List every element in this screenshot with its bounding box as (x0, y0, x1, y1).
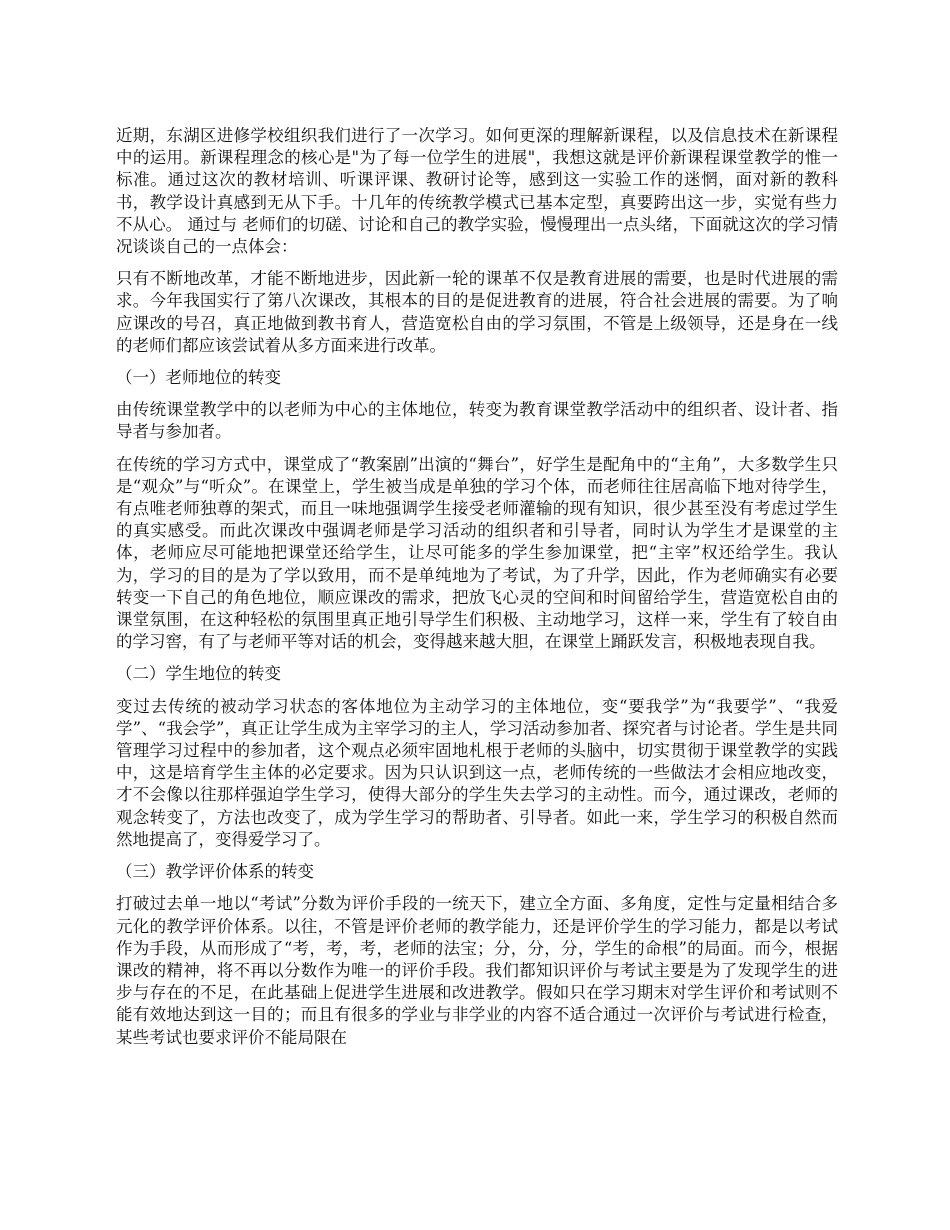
intro-paragraph: 近期，东湖区进修学校组织我们进行了一次学习。如何更深的理解新课程，以及信息技术在新课程中的运用。新课程理念的核心是"为了每一位学生的进展"，我想这就是评价新课程课堂教学的惟一标准。通过这次的教材培训、听课评课、教研讨论等，感到这一实验工作的迷惘，面对新的教科书，教学设计真感到无从下手。十几年的传统教学模式已基本定型，真要跨出这一步，实觉有些力不从心。 通过与 老师们的切磋、讨论和自己的教学实验，慢慢理出一点头绪，下面就这次的学习情况谈谈自己的一点体会： (116, 126, 838, 257)
section-heading-student-role: （二）学生地位的转变 (116, 664, 281, 684)
teacher-role-summary: 由传统课堂教学中的以老师为中心的主体地位，转变为教育课堂教学活动中的组织者、设计者、指导者与参加者。 (116, 400, 838, 442)
document-body (116, 125, 838, 1059)
section-heading-teacher-role: （一）老师地位的转变 (116, 368, 281, 388)
evaluation-paragraph: 打破过去单一地以“考试”分数为评价手段的一统天下，建立全方面、多角度，定性与定量相结合多元化的教学评价体系。以往，不管是评价老师的教学能力，还是评价学生的学习能力，都是以考试作为手段，从而形成了“考，考，考，老师的法宝；分，分，分，学生的命根”的局面。而今，根据课改的精神，将不再以分数作为唯一的评价手段。我们都知识评价与考试主要是为了发现学生的进步与存在的不足，在此基础上促进学生进展和改进教学。假如只在学习期末对学生评价和考试则不能有效地达到这一目的；而且有很多的学业与非学业的内容不适合通过一次评价与考试进行检查，某些考试也要求评价不能局限在 (116, 894, 838, 1047)
section-heading-evaluation: （三）教学评价体系的转变 (116, 862, 314, 882)
teacher-role-paragraph: 在传统的学习方式中，课堂成了“教案剧”出演的“舞台”，好学生是配角中的“主角”，大多数学生只是“观众”与“听众”。在课堂上，学生被当成是单独的学习个体，而老师往往居高临下地对待学生，有点唯老师独尊的架式，而且一味地强调学生接受老师灌输的现有知识，很少甚至没有考虑过学生的真实感受。而此次课改中强调老师是学习活动的组织者和引导者，同时认为学生才是课堂的主体，老师应尽可能地把课堂还给学生，让尽可能多的学生参加课堂，把“主宰”权还给学生。我认为，学习的目的是为了学以致用，而不是单纯地为了考试，为了升学，因此，作为老师确实有必要转变一下自己的角色地位，顺应课改的需求，把放飞心灵的空间和时间留给学生，营造宽松自由的课堂氛围，在这种轻松的氛围里真正地引导学生们积极、主动地学习，这样一来，学生有了较自由的学习窖，有了与老师平等对话的机会，变得越来越大胆，在课堂上踊跃发言，积极地表现自我。 (116, 454, 838, 652)
student-role-paragraph: 变过去传统的被动学习状态的客体地位为主动学习的主体地位，变“要我学”为“我要学”、“我爱学”、“我会学”，真正让学生成为主宰学习的主人，学习活动参加者、探究者与讨论者。学生是共同管理学习过程中的参加者，这个观点必须牢固地札根于老师的头脑中，切实贯彻于课堂教学的实践中，这是培育学生主体的必定要求。因为只认识到这一点，老师传统的一些做法才会相应地改变，才不会像以往那样强迫学生学习，使得大部分的学生失去学习的主动性。而今，通过课改，老师的观念转变了，方法也改变了，成为学生学习的帮助者、引导者。如此一来，学生学习的积极自然而然地提高了，变得爱学习了。 (116, 696, 838, 849)
reform-paragraph: 只有不断地改革，才能不断地进步，因此新一轮的课革不仅是教育进展的需要，也是时代进展的需求。今年我国实行了第八次课改，其根本的目的是促进教育的进展，符合社会进展的需要。为了响应课改的号召，真正地做到教书育人，营造宽松自由的学习氛围，不管是上级领导，还是身在一线的老师们都应该尝试着从多方面来进行改革。 (116, 269, 838, 355)
